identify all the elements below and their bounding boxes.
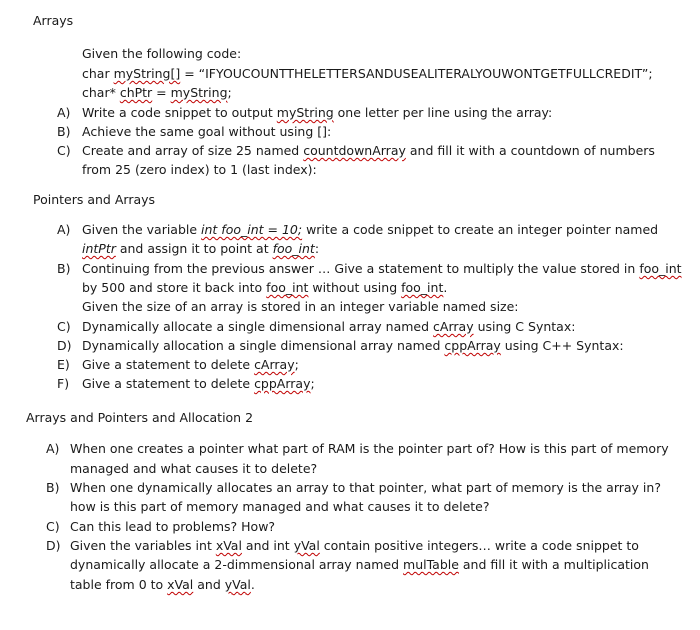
list-marker: A) [46,441,60,456]
list-marker: C) [46,519,60,534]
pointers-question-a-line2: intPtr and assign it to point at foo_int: [82,241,320,256]
pointers-question-b-line2: by 500 and store it back into foo_int without using foo_int. [82,280,448,295]
list-marker: E) [57,357,70,372]
alloc-question-b-line2: how is this part of memory managed and what causes it to delete? [70,499,490,514]
section-title-pointers: Pointers and Arrays [33,192,156,207]
alloc-question-d-line3: table from 0 to xVal and yVal. [70,577,255,592]
pointers-question-d: Dynamically allocation a single dimensional array named cppArray using C++ Syntax: [82,338,624,353]
list-marker: B) [57,261,71,276]
list-marker: C) [57,143,71,158]
list-marker: F) [57,376,70,391]
alloc-question-c: Can this lead to problems? How? [70,519,276,534]
size-note: Given the size of an array is stored in an integer variable named size: [82,299,519,314]
code-line-mystring: char myString[] = “IFYOUCOUNTTHELETTERSANDUSEALITERALYOUWONTGETFULLCREDIT”; [82,66,653,81]
list-marker: B) [57,124,71,139]
list-marker: A) [57,222,71,237]
list-marker: B) [46,480,60,495]
list-marker: A) [57,105,71,120]
arrays-question-c-line2: from 25 (zero index) to 1 (last index): [82,162,317,177]
alloc-question-a: When one creates a pointer what part of RAM is the pointer part of? How is this part of memory [70,441,669,456]
pointers-question-b: Continuing from the previous answer … Give a statement to multiply the value stored in foo_int [82,261,682,276]
alloc-question-a-line2: managed and what causes it to delete? [70,461,318,476]
pointers-question-c: Dynamically allocate a single dimensional array named cArray using C Syntax: [82,319,576,334]
alloc-question-d-line2: dynamically allocate a 2-dimmensional array named mulTable and fill it with a multiplication [70,557,649,572]
list-marker: D) [57,338,72,353]
list-marker: C) [57,319,71,334]
arrays-question-a: Write a code snippet to output myString one letter per line using the array: [82,105,553,120]
list-marker: D) [46,538,61,553]
given-code-label: Given the following code: [82,46,242,61]
arrays-question-c: Create and array of size 25 named countdownArray and fill it with a countdown of numbers [82,143,655,158]
arrays-question-b: Achieve the same goal without using []: [82,124,332,139]
pointers-question-a: Given the variable int foo_int = 10; write a code snippet to create an integer pointer named [82,222,659,237]
pointers-question-e: Give a statement to delete cArray; [82,357,299,372]
code-line-chptr: char* chPtr = myString; [82,85,232,100]
alloc-question-b: When one dynamically allocates an array to that pointer, what part of memory is the array in? [70,480,661,495]
section-title-arrays: Arrays [33,13,74,28]
pointers-question-f: Give a statement to delete cppArray; [82,376,315,391]
alloc-question-d: Given the variables int xVal and int yVal contain positive integers… write a code snippet to [70,538,639,553]
section-title-allocation: Arrays and Pointers and Allocation 2 [26,410,254,425]
